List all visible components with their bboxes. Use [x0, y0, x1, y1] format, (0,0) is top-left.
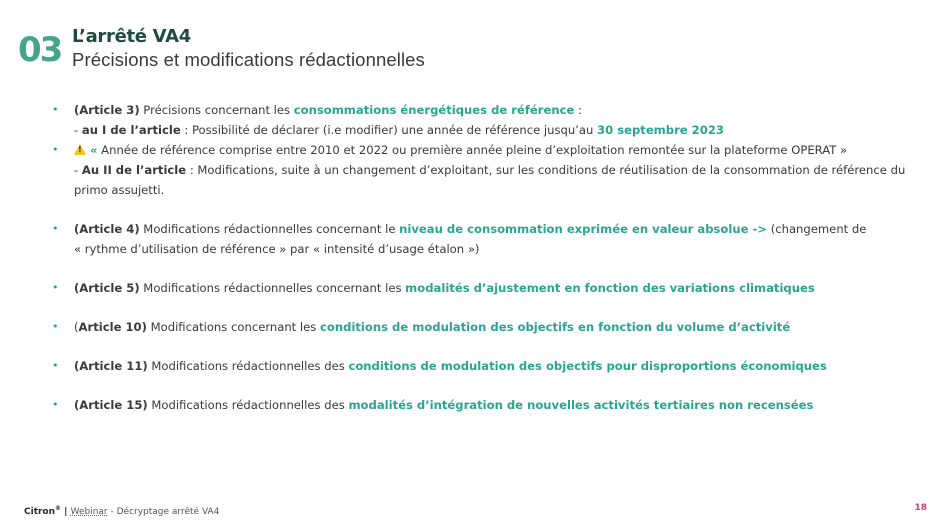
- slide-subtitle: Précisions et modifications rédactionnelles: [72, 49, 425, 70]
- registered-mark: ®: [55, 505, 62, 512]
- sub-text: : Possibilité de déclarer (i.e modifier) une année de référence jusqu’au: [180, 123, 598, 137]
- bullet-icon: •: [52, 359, 59, 372]
- item-highlight: niveau de consommation exprimée en valeur absolue ->: [399, 222, 768, 236]
- item-highlight: consommations énergétiques de référence: [293, 103, 575, 117]
- slide-title: L’arrêté VA4: [72, 26, 191, 47]
- header-titles: [72, 26, 425, 72]
- list-item-article-4: [52, 219, 932, 259]
- bullet-icon: •: [52, 281, 59, 294]
- list-item-warning: • ! « Année de référence comprise entre 2010 et 2022 ou première année pleine d’exploitation remontée sur la plateforme OPERAT » - Au II de l’article : Modifications, suite à un changement d’exploitant, sur les conditions de réutilisation de la consommation de référence du primo assujetti.: [52, 140, 932, 200]
- item-text: Modifications rédactionnelles des: [147, 398, 349, 412]
- list-item-article-15: [52, 395, 932, 415]
- item-text: Modifications rédactionnelles concernant le: [139, 222, 400, 236]
- item-highlight: conditions de modulation des objectifs pour disproportions économiques: [348, 359, 827, 373]
- item-highlight: modalités d’intégration de nouvelles activités tertiaires non recensées: [348, 398, 814, 412]
- article-label: (Article 4): [74, 222, 140, 236]
- section-number: 03: [18, 30, 62, 70]
- article-label: (Article 3): [74, 103, 140, 117]
- item-text-after: (changement de: [767, 222, 867, 236]
- list-item-article-3: • (Article 3) Précisions concernant les consommations énergétiques de référence : - au I de l’article : Possibilité de déclarer (i.e modifier) une année de référence jusqu’au 30 septembre 2023: [52, 100, 932, 140]
- item-text: Précisions concernant les: [139, 103, 294, 117]
- sub-label: Au II de l’article: [81, 163, 187, 177]
- bullet-icon: •: [52, 320, 59, 333]
- list-item-article-10: [52, 317, 932, 337]
- item-highlight: conditions de modulation des objectifs en fonction du volume d’activité: [320, 320, 791, 334]
- item-text: Modifications rédactionnelles concernant les: [139, 281, 406, 295]
- article-label: (Article 15): [74, 398, 148, 412]
- article-label: Article 10): [78, 320, 147, 334]
- footer-webinar: Webinar: [70, 507, 108, 517]
- bullet-icon: •: [52, 103, 59, 116]
- bullet-list: [52, 100, 932, 415]
- quote-mark: «: [90, 143, 98, 157]
- bullet-icon: •: [52, 222, 59, 235]
- article-label: (Article 5): [74, 281, 140, 295]
- sub-text: : Modifications, suite à un changement d’exploitant, sur les conditions de réutilisation de la consommation de référence du: [186, 163, 906, 177]
- article-label: (Article 11): [74, 359, 148, 373]
- item-text: Modifications rédactionnelles des: [147, 359, 349, 373]
- list-item-article-11: [52, 356, 932, 376]
- brand-logo: [24, 507, 61, 517]
- bullet-icon: •: [52, 398, 59, 411]
- deadline-highlight: 30 septembre 2023: [597, 123, 724, 137]
- footer-separator: |: [61, 507, 71, 517]
- page-number: 18: [914, 503, 927, 513]
- sub-label: au I de l’article: [81, 123, 181, 137]
- slide-footer: [24, 505, 219, 517]
- footer-caption: - Décryptage arrêté VA4: [107, 507, 220, 517]
- item-text-cont: « rythme d’utilisation de référence » par « intensité d’usage étalon »): [74, 242, 480, 256]
- item-text: Modifications concernant les: [146, 320, 320, 334]
- paren-open: (: [74, 320, 79, 334]
- item-highlight: modalités d’ajustement en fonction des variations climatiques: [405, 281, 815, 295]
- warning-text: Année de référence comprise entre 2010 et 2022 ou première année pleine d’exploitation remontée sur la plateforme OPERAT »: [97, 143, 848, 157]
- sub-text-cont: primo assujetti.: [74, 183, 165, 197]
- item-text-after: :: [574, 103, 582, 117]
- warning-icon: [74, 144, 86, 155]
- bullet-icon: •: [52, 143, 59, 156]
- brand-name: Citron: [24, 507, 56, 517]
- list-item-article-5: [52, 278, 932, 298]
